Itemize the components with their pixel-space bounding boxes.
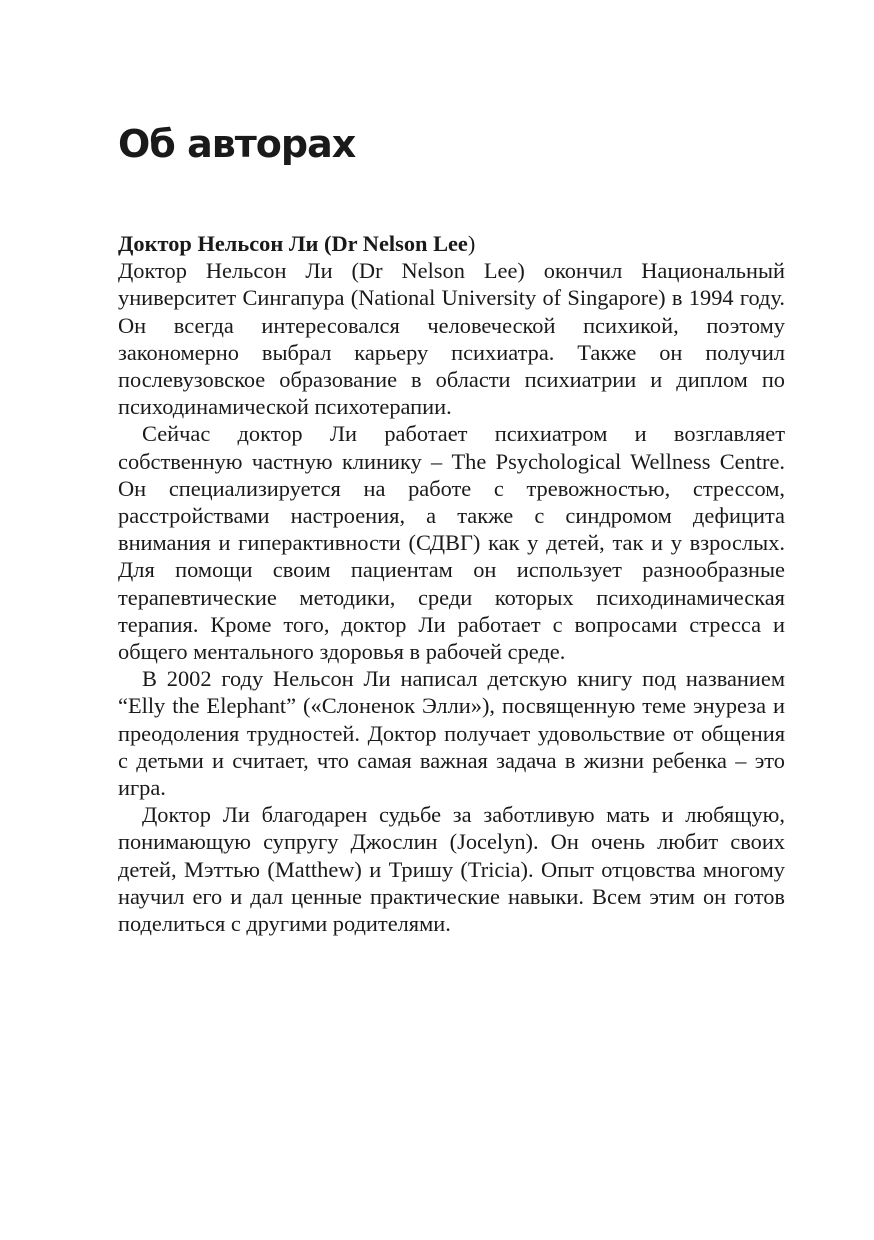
author-heading-close-paren: ) [467, 231, 476, 256]
bio-paragraph-family: Доктор Ли благодарен судьбе за заботливую мать и любящую, понимающую супругу Джослин (Jocelyn). Он очень любит своих детей, Мэттью (Matthew) и Тришу (Tricia). Опыт отцовства многому научил его и дал ценные практические навыки. Всем этим он готов поделиться с другими родителями. [118, 802, 785, 937]
page-title: Об авторах [118, 122, 356, 166]
author-section [118, 230, 785, 937]
bio-paragraph-book: В 2002 году Нельсон Ли написал детскую книгу под названием “Elly the Elephant” («Слоненок Элли»), посвященную теме энуреза и преодоления трудностей. Доктор получает удовольствие от общения с детьми и считает, что самая важная задача в жизни ребенка – это игра. [118, 666, 785, 801]
bio-paragraph-practice: Сейчас доктор Ли работает психиатром и возглавляет собственную частную клинику – The Psychological Wellness Centre. Он специализируется на работе с тревожностью, стрессом, расстройствами настроения, а также с синдромом дефицита внимания и гиперактивности (СДВГ) как у детей, так и у взрослых. Для помощи своим пациентам он использует разнообразные терапевтические методики, среди которых психодинамическая терапия. Кроме того, доктор Ли работает с вопросами стресса и общего ментального здоровья в рабочей среде. [118, 421, 785, 665]
author-heading [118, 230, 785, 257]
author-name: Доктор Нельсон Ли (Dr Nelson Lee [118, 231, 468, 256]
bio-paragraph-education: Доктор Нельсон Ли (Dr Nelson Lee) окончил Национальный университет Сингапура (National University of Singapore) в 1994 году. Он всегда интересовался человеческой психикой, поэтому закономерно выбрал карьеру психиатра. Также он получил послевузовское образование в области психиатрии и диплом по психодинамической психотерапии. [118, 258, 785, 420]
